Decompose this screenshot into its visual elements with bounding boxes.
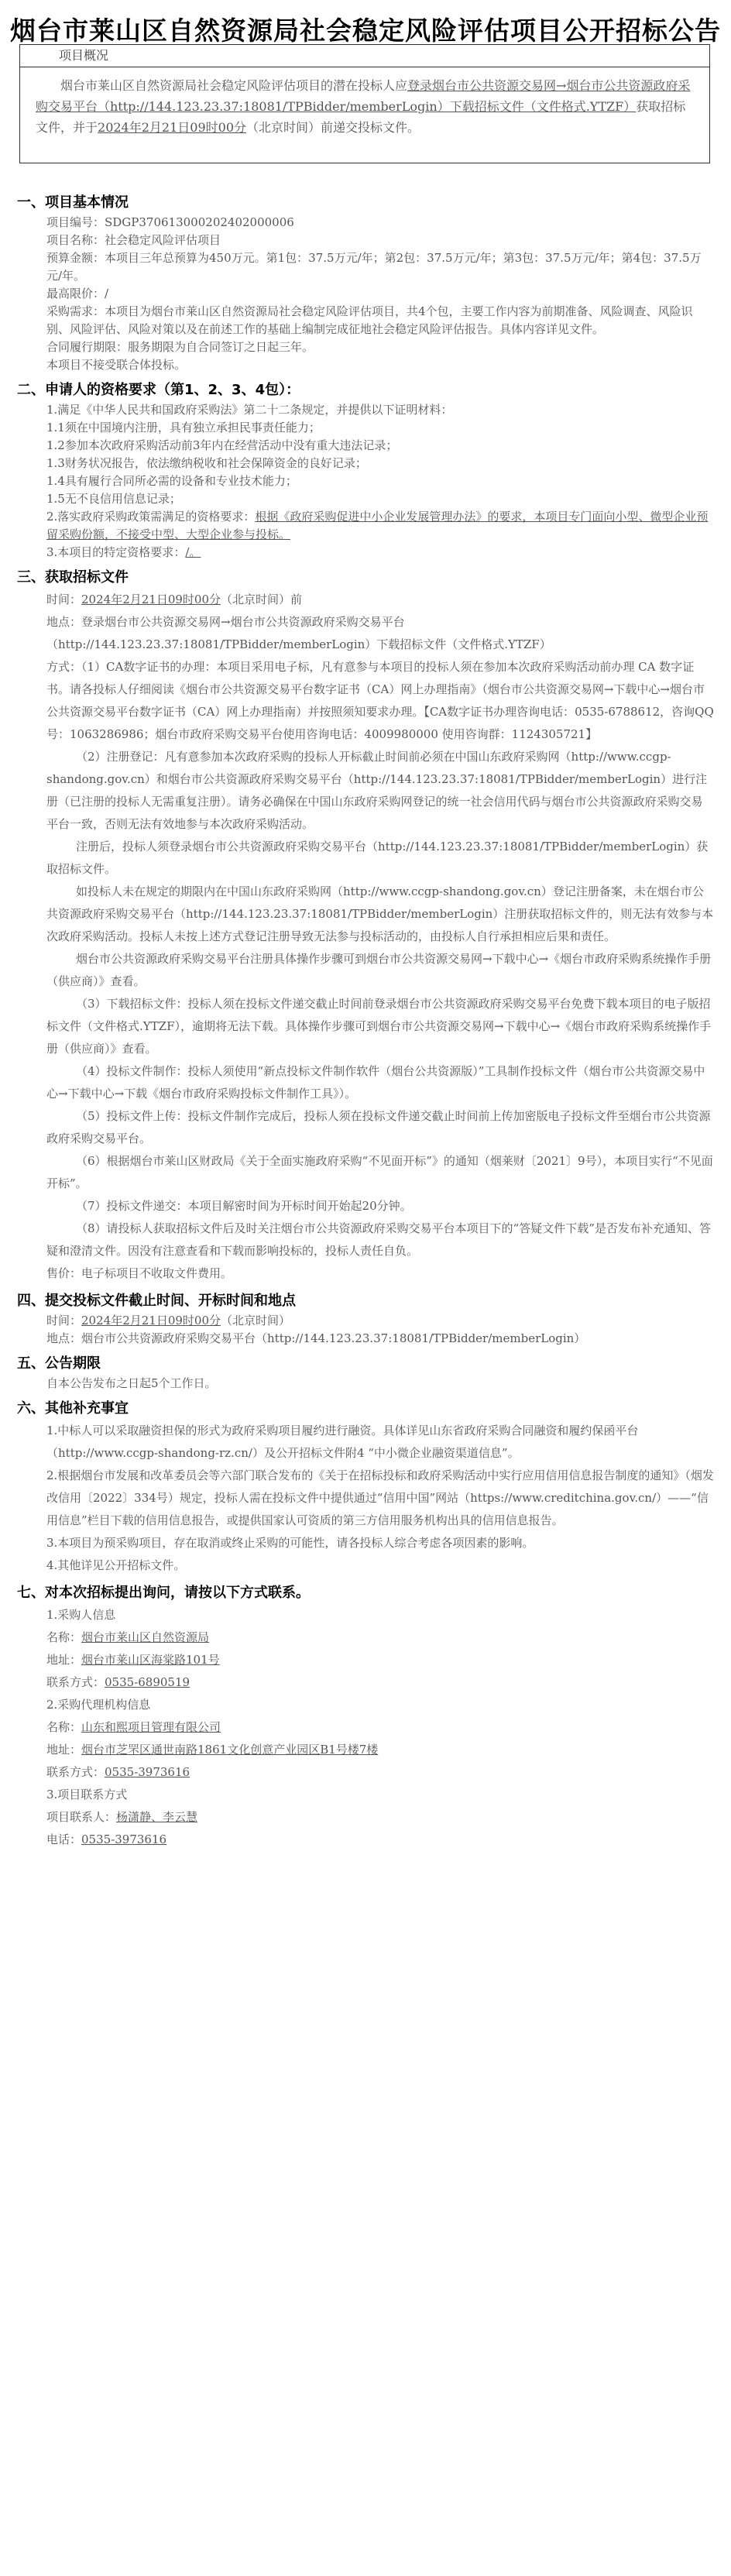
purchaser-address [46, 1649, 714, 1671]
qual-line-2: 1.1须在中国境内注册，具有独立承担民事责任能力； [46, 421, 321, 434]
registration-warning: 如投标人未在规定的期限内在中国山东政府采购网（http://www.ccgp-shandong.gov.cn）登记注册备案，未在烟台市公共资源政府采购交易平台（http://144.123.23.37:18081/TPBidder/memberLogin）注册获取招标文件的，则无法有效参与本次政府采购活动。投标人未按上述方式登记注册导致无法参与投标活动的，由投标人自行承担相应后果和责任。 [46, 884, 714, 943]
project-name: 项目名称：社会稳定风险评估项目 [46, 233, 221, 247]
policy-text: 根据《政府采购促进中小企业发展管理办法》的要求，本项目专门面向小型、微型企业预留采购份额，不接受中型、大型企业参与投标。 [46, 510, 709, 541]
purchaser-name-label: 名称： [46, 1630, 82, 1644]
section-heading-4: 四、提交投标文件截止时间、开标时间和地点 [17, 1293, 296, 1309]
overview-text-3: （北京时间）前递交投标文件。 [246, 120, 420, 135]
notice-period: 自本公告发布之日起5个工作日。 [46, 1376, 217, 1390]
after-registration: 注册后，投标人须登录烟台市公共资源政府采购交易平台（http://144.123.23.37:18081/TPBidder/memberLogin）获取招标文件。 [46, 840, 709, 876]
section-6-body [17, 1420, 714, 1577]
qual-line-6: 1.5无不良信用信息记录； [46, 492, 181, 506]
specific-requirement [46, 544, 714, 562]
overview-deadline: 2024年2月21日09时00分 [98, 120, 246, 135]
section-3-body [17, 589, 714, 1285]
policy-prefix: 2.落实政府采购政策需满足的资格要求： [46, 510, 256, 524]
qual-line-5: 1.4具有履行合同所必需的设备和专业技术能力； [46, 474, 297, 488]
overview-text [20, 67, 709, 138]
deadline-place: 地点：烟台市公共资源政府采购交易平台（http://144.123.23.37:18081/TPBidder/memberLogin） [46, 1331, 586, 1345]
agency-phone [46, 1761, 714, 1784]
project-contact-title: 3.项目联系方式 [46, 1788, 128, 1801]
agency-name-label: 名称： [46, 1720, 82, 1734]
agency-address-value: 烟台市芝罘区通世南路1861文化创意产业园区B1号楼7楼 [81, 1743, 379, 1757]
specific-value: /。 [185, 545, 201, 559]
purchaser-phone [46, 1671, 714, 1694]
agency-address-label: 地址： [46, 1743, 82, 1757]
agency-phone-value: 0535-3973616 [105, 1765, 190, 1779]
project-number: 项目编号：SDGP370613000202402000006 [46, 215, 294, 229]
procurement-needs: 采购需求：本项目为烟台市莱山区自然资源局社会稳定风险评估项目，共4个包，主要工作内容为前期准备、风险调查、风险识别、风险评估、风险对策以及在前述工作的基础上编制完成征地社会稳定风险评估报告。具体内容详见文件。 [46, 304, 693, 336]
specific-prefix: 3.本项目的特定资格要求： [46, 545, 186, 559]
agency-info-title: 2.采购代理机构信息 [46, 1698, 151, 1712]
pre-procurement-note: 3.本项目为预采购项目，存在取消或终止采购的可能性，请各投标人综合考虑各项因素的影响。 [46, 1536, 534, 1550]
project-phone [46, 1829, 714, 1851]
max-price: 最高限价：/ [46, 287, 109, 301]
obtain-time-value: 2024年2月21日09时00分 [81, 592, 221, 606]
agency-phone-label: 联系方式： [46, 1765, 105, 1779]
obtain-place: 地点：登录烟台市公共资源交易网→烟台市公共资源政府采购交易平台（http://144.123.23.37:18081/TPBidder/memberLogin）下载招标文件（文件格式.YTZF） [46, 615, 551, 651]
project-contact-label: 项目联系人： [46, 1810, 117, 1824]
agency-name-value: 山东和熙项目管理有限公司 [81, 1720, 221, 1734]
section-4-body [17, 1312, 714, 1348]
project-contact [46, 1806, 714, 1829]
section-heading-7: 七、对本次招标提出询问，请按以下方式联系。 [17, 1585, 310, 1601]
bid-decryption: （7）投标文件递交：本项目解密时间为开标时间开始起20分钟。 [76, 1199, 412, 1213]
overview-text-1: 烟台市莱山区自然资源局社会稳定风险评估项目的潜在投标人应 [60, 78, 408, 93]
deadline-time-value: 2024年2月21日09时00分 [81, 1314, 221, 1327]
purchaser-name-value: 烟台市莱山区自然资源局 [81, 1630, 210, 1644]
section-7-body [17, 1604, 714, 1851]
overview-text-2: 获取招标文件，并于 [36, 99, 686, 135]
contract-period: 合同履行期限：服务期限为自合同签订之日起三年。 [46, 340, 314, 354]
deadline-time [46, 1312, 714, 1330]
overview-heading: 项目概况 [20, 45, 709, 67]
overview-box [19, 44, 710, 163]
section-heading-5: 五、公告期限 [17, 1355, 101, 1372]
project-phone-label: 电话： [46, 1832, 82, 1846]
obtain-time-label: 时间： [46, 592, 82, 606]
registration: （2）注册登记：凡有意参加本次政府采购的投标人开标截止时间前必须在中国山东政府采购网（http://www.ccgp-shandong.gov.cn）和烟台市公共资源政府采购交易平台（http://144.123.23.37:18081/TPBidder/memberLogin）进行注册（已注册的投标人无需重复注册）。请务必确保在中国山东政府采购网登记的统一社会信用代码与烟台市公共资源政府采购交易平台一致，否则无法有效地参与本次政府采购活动。 [46, 750, 708, 831]
purchaser-phone-value: 0535-6890519 [105, 1675, 190, 1689]
obtain-time-suffix: （北京时间）前 [221, 592, 303, 606]
deadline-time-label: 时间： [46, 1314, 82, 1327]
no-consortium: 本项目不接受联合体投标。 [46, 358, 187, 372]
obtain-time [46, 589, 714, 611]
section-heading-1: 一、项目基本情况 [17, 194, 129, 211]
budget: 预算金额：本项目三年总预算为450万元。第1包：37.5万元/年；第2包：37.5万元/年；第3包：37.5万元/年；第4包：37.5万元/年。 [46, 251, 702, 283]
project-phone-value: 0535-3973616 [81, 1832, 167, 1846]
qual-line-4: 1.3财务状况报告，依法缴纳税收和社会保障资金的良好记录； [46, 456, 367, 470]
policy-requirement [46, 508, 714, 544]
download-docs: （3）下载招标文件：投标人须在投标文件递交截止时间前登录烟台市公共资源政府采购交易平台免费下载本项目的电子版招标文件（文件格式.YTZF），逾期将无法下载。具体操作步骤可到烟台市公共资源交易网→下载中心→《烟台市政府采购系统操作手册（供应商）》查看。 [46, 997, 712, 1056]
qual-line-3: 1.2参加本次政府采购活动前3年内在经营活动中没有重大违法记录； [46, 438, 398, 452]
credit-report-note: 2.根据烟台市发展和改革委员会等六部门联合发布的《关于在招标投标和政府采购活动中实行应用信用信息报告制度的通知》（烟发改信用〔2022〕334号）规定，投标人需在投标文件中提供通过“信用中国”网站（https://www.creditchina.gov.cn/）——“信用信息”栏目下载的信用信息报告，或提供国家认可资质的第三方信用服务机构出具的信用信息报告。 [46, 1468, 714, 1527]
qa-notice: （8）请投标人获取招标文件后及时关注烟台市公共资源政府采购交易平台本项目下的“答疑文件下载”是否发布补充通知、答疑和澄清文件。因没有注意查看和下载而影响投标的，投标人责任自负。 [46, 1221, 711, 1258]
document-price: 售价：电子标项目不收取文件费用。 [46, 1266, 233, 1280]
purchaser-phone-label: 联系方式： [46, 1675, 105, 1689]
qual-line-1: 1.满足《中华人民共和国政府采购法》第二十二条规定，并提供以下证明材料： [46, 403, 453, 417]
section-heading-3: 三、获取招标文件 [17, 569, 129, 586]
bid-upload: （5）投标文件上传：投标文件制作完成后，投标人须在投标文件递交截止时间前上传加密版电子投标文件至烟台市公共资源政府采购交易平台。 [46, 1109, 711, 1145]
purchaser-address-value: 烟台市莱山区海棠路101号 [81, 1653, 220, 1667]
section-heading-2: 二、申请人的资格要求（第1、2、3、4包）： [17, 382, 300, 398]
page-title: 烟台市莱山区自然资源局社会稳定风险评估项目公开招标公告 [10, 15, 721, 46]
section-1-body [17, 214, 714, 374]
purchaser-address-label: 地址： [46, 1653, 82, 1667]
purchaser-name [46, 1626, 714, 1649]
section-heading-6: 六、其他补充事宜 [17, 1400, 129, 1417]
other-note: 4.其他详见公开招标文件。 [46, 1558, 186, 1572]
agency-address [46, 1739, 714, 1761]
section-2-body [17, 401, 714, 562]
deadline-time-suffix: （北京时间） [221, 1314, 291, 1327]
main-content [17, 194, 714, 1851]
purchaser-info-title: 1.采购人信息 [46, 1608, 116, 1622]
financing-note: 1.中标人可以采取融资担保的形式为政府采购项目履约进行融资。具体详见山东省政府采购合同融资和履约保函平台（http://www.ccgp-shandong-rz.cn/）及公开招标文件附4 “中小微企业融资渠道信息”。 [46, 1424, 639, 1460]
section-5-body [17, 1375, 714, 1393]
obtain-method: 方式：（1）CA数字证书的办理：本项目采用电子标，凡有意参与本项目的投标人须在参加本次政府采购活动前办理 CA 数字证书。请各投标人仔细阅读《烟台市公共资源交易平台数字证书（CA）网上办理指南》（烟台市公共资源交易网→下载中心→烟台市公共资源交易平台数字证书（CA）网上办理指南）并按照须知要求办理。【CA数字证书办理咨询电话：0535-6788612，咨询QQ号：1063286986；烟台市政府采购交易平台使用咨询电话：4009980000 使用咨询群：1124305721】 [46, 660, 714, 741]
remote-opening: （6）根据烟台市莱山区财政局《关于全面实施政府采购“不见面开标”》的通知（烟莱财〔2021〕9号），本项目实行“不见面开标”。 [46, 1154, 713, 1190]
registration-manual: 烟台市公共资源政府采购交易平台注册具体操作步骤可到烟台市公共资源交易网→下载中心→《烟台市政府采购系统操作手册（供应商）》查看。 [46, 952, 712, 988]
agency-name [46, 1716, 714, 1739]
project-contact-value: 杨潇静、李云慧 [116, 1810, 198, 1824]
bid-creation: （4）投标文件制作：投标人须使用“新点投标文件制作软件（烟台公共资源版）”工具制作投标文件（烟台市公共资源交易中心→下载中心→下载《烟台市政府采购投标文件制作工具》）。 [46, 1064, 705, 1101]
platform-link[interactable]: 登录烟台市公共资源交易网→烟台市公共资源政府采购交易平台（http://144.123.23.37:18081/TPBidder/memberLogin）下载招标文件（文件格式.YTZF） [36, 78, 691, 114]
